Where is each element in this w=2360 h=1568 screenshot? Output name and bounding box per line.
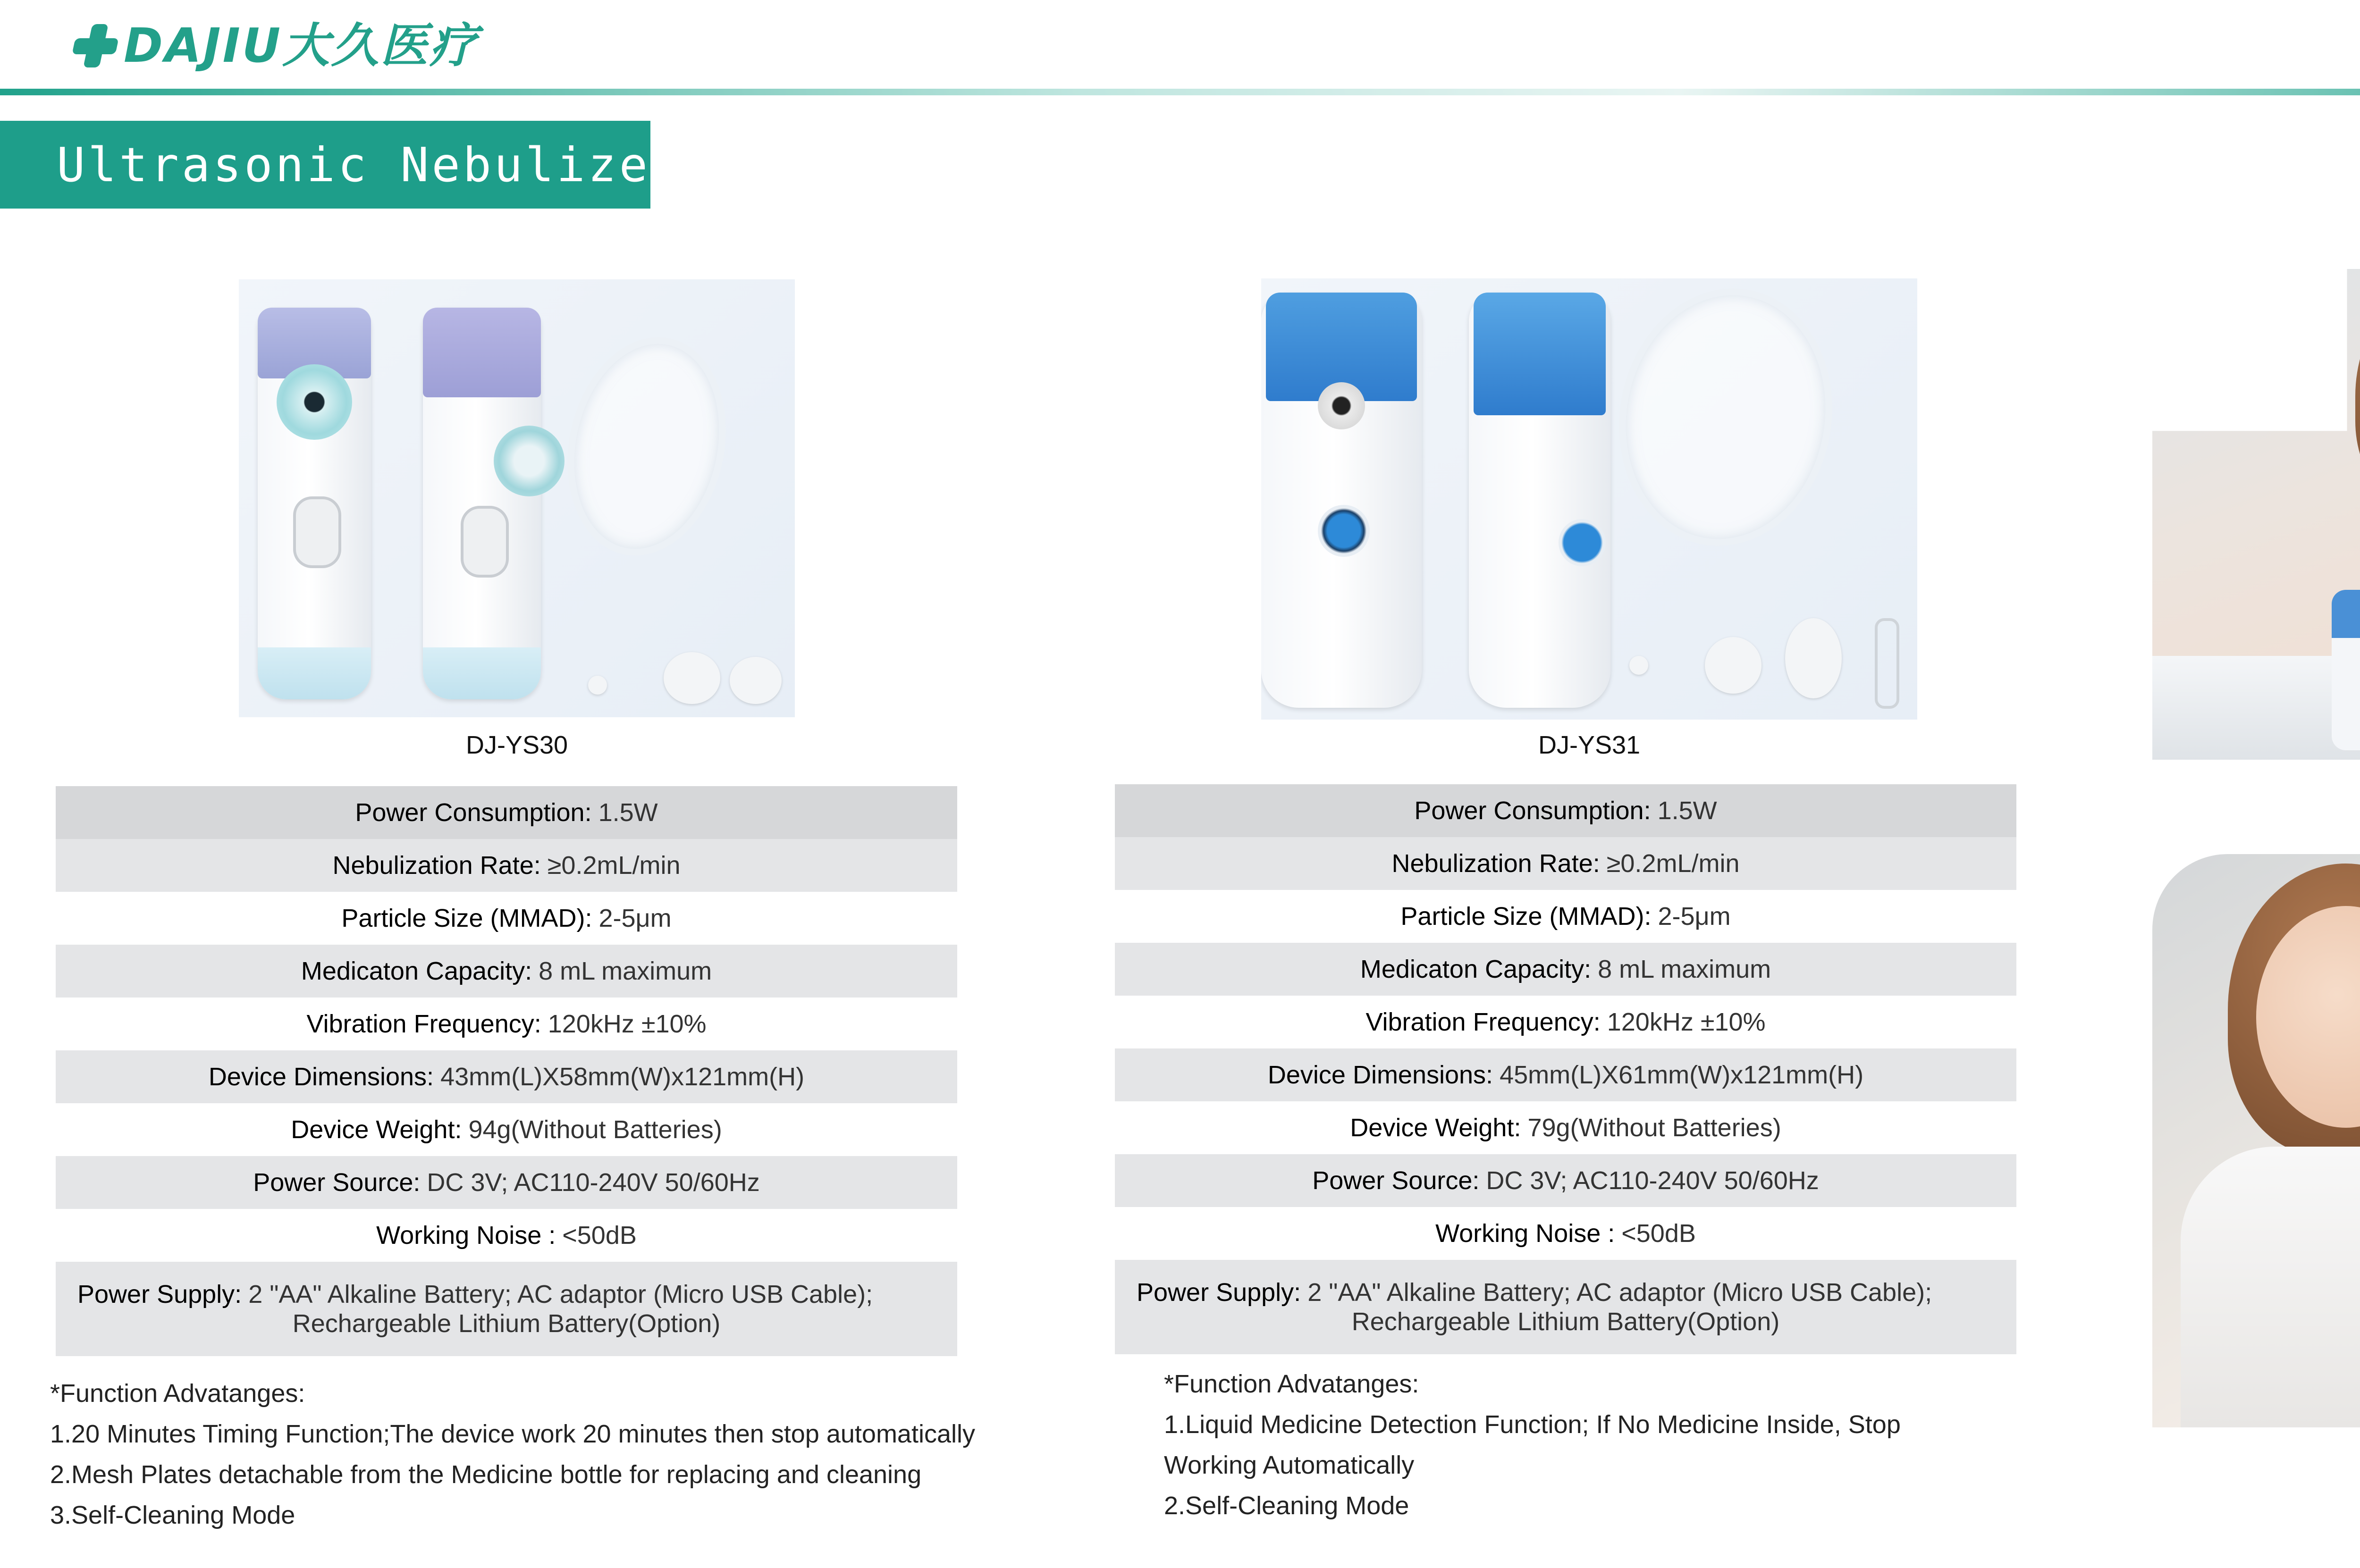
spec-label: Power Consumption: <box>355 798 592 827</box>
spec-label: Device Dimensions: <box>1267 1061 1493 1089</box>
spec-label: Particle Size (MMAD): <box>1400 902 1652 931</box>
spec-label: Power Source: <box>1312 1166 1480 1195</box>
function-item: 3.Self-Cleaning Mode <box>50 1501 295 1529</box>
function-heading: *Function Advatanges: <box>1164 1370 1419 1398</box>
spec-table-ys31 <box>1115 784 2016 1354</box>
spec-value: ≥0.2mL/min <box>1606 849 1740 878</box>
spec-value: 2-5μm <box>598 904 672 932</box>
spec-label: Medicaton Capacity: <box>301 957 532 985</box>
model-label-ys31: DJ-YS31 <box>1538 731 1641 759</box>
spec-row-capacity <box>1115 943 2016 996</box>
product-image-ys31 <box>1261 278 1917 720</box>
spec-row-power-consumption <box>1115 784 2016 837</box>
spec-table-ys30 <box>56 786 957 1356</box>
spec-value: 8 mL maximum <box>1598 955 1771 983</box>
spec-label: Working Noise : <box>1435 1219 1615 1248</box>
spec-row-weight <box>1115 1101 2016 1154</box>
model-label-ys30: DJ-YS30 <box>465 731 568 759</box>
spec-label: Power Source: <box>253 1168 421 1197</box>
spec-row-power-supply <box>56 1262 957 1356</box>
spec-row-vibration-frequency <box>56 998 957 1050</box>
function-item: 2.Self-Cleaning Mode <box>1164 1492 1409 1520</box>
function-item: 2.Mesh Plates detachable from the Medicine bottle for replacing and cleaning <box>50 1460 922 1489</box>
function-heading: *Function Advatanges: <box>50 1379 305 1408</box>
spec-value: 120kHz ±10% <box>548 1010 707 1038</box>
spec-row-dimensions <box>56 1050 957 1103</box>
spec-label: Nebulization Rate: <box>332 851 541 880</box>
spec-value: 94g(Without Batteries) <box>468 1115 722 1144</box>
spec-row-noise <box>1115 1207 2016 1260</box>
lifestyle-photo-mother-child <box>2152 269 2360 760</box>
spec-row-power-source <box>1115 1154 2016 1207</box>
spec-row-particle-size <box>1115 890 2016 943</box>
spec-row-dimensions <box>1115 1048 2016 1101</box>
spec-value: 120kHz ±10% <box>1607 1008 1766 1036</box>
spec-value: 2-5μm <box>1658 902 1731 931</box>
spec-row-power-supply <box>1115 1260 2016 1354</box>
spec-row-nebulization-rate <box>1115 837 2016 890</box>
title-banner <box>0 121 682 209</box>
function-item: 1.20 Minutes Timing Function;The device work 20 minutes then stop automatically <box>50 1420 975 1448</box>
spec-value: 45mm(L)X61mm(W)x121mm(H) <box>1500 1061 1864 1089</box>
function-advantages-ys30 <box>50 1373 975 1535</box>
spec-row-capacity <box>56 945 957 998</box>
header-divider <box>0 89 2360 95</box>
function-item: 1.Liquid Medicine Detection Function; If No Medicine Inside, Stop <box>1164 1410 1901 1439</box>
spec-value: 2 "AA" Alkaline Battery; AC adaptor (Micro USB Cable); <box>248 1280 873 1308</box>
spec-value: <50dB <box>1621 1219 1696 1248</box>
medical-cross-icon <box>71 21 120 70</box>
lifestyle-photo-mother-daughter <box>2152 854 2360 1427</box>
spec-value: 79g(Without Batteries) <box>1527 1114 1781 1142</box>
function-advantages-ys31 <box>1164 1364 1901 1526</box>
brand-logo-text: DAJIU大久医疗 <box>124 18 479 73</box>
spec-value: DC 3V; AC110-240V 50/60Hz <box>427 1168 760 1197</box>
spec-label: Power Supply: <box>77 1280 242 1308</box>
brand-logo <box>71 18 479 74</box>
spec-label: Vibration Frequency: <box>306 1010 541 1038</box>
spec-value: 1.5W <box>1657 797 1717 825</box>
spec-value-continued: Rechargeable Lithium Battery(Option) <box>1351 1308 1780 1336</box>
spec-value: <50dB <box>562 1221 637 1249</box>
spec-label: Working Noise : <box>376 1221 556 1249</box>
spec-label: Device Weight: <box>1350 1114 1521 1142</box>
spec-value: 43mm(L)X58mm(W)x121mm(H) <box>440 1063 805 1091</box>
spec-value: 1.5W <box>598 798 658 827</box>
spec-label: Vibration Frequency: <box>1365 1008 1601 1036</box>
spec-label: Device Dimensions: <box>208 1063 434 1091</box>
spec-row-noise <box>56 1209 957 1262</box>
spec-row-weight <box>56 1103 957 1156</box>
spec-row-vibration-frequency <box>1115 996 2016 1048</box>
spec-row-particle-size <box>56 892 957 945</box>
spec-value: DC 3V; AC110-240V 50/60Hz <box>1486 1166 1819 1195</box>
spec-label: Nebulization Rate: <box>1391 849 1600 878</box>
function-item: Working Automatically <box>1164 1451 1415 1479</box>
spec-row-power-consumption <box>56 786 957 839</box>
spec-row-nebulization-rate <box>56 839 957 892</box>
spec-label: Power Supply: <box>1137 1278 1301 1307</box>
spec-value: 8 mL maximum <box>539 957 712 985</box>
spec-value-continued: Rechargeable Lithium Battery(Option) <box>292 1309 721 1338</box>
spec-label: Power Consumption: <box>1414 797 1651 825</box>
spec-label: Device Weight: <box>291 1115 462 1144</box>
product-image-ys30 <box>239 279 795 717</box>
page-title: Ultrasonic Nebulizer <box>57 137 682 193</box>
spec-label: Medicaton Capacity: <box>1360 955 1592 983</box>
spec-row-power-source <box>56 1156 957 1209</box>
spec-label: Particle Size (MMAD): <box>341 904 592 932</box>
spec-value: 2 "AA" Alkaline Battery; AC adaptor (Micro USB Cable); <box>1307 1278 1932 1307</box>
spec-value: ≥0.2mL/min <box>547 851 681 880</box>
